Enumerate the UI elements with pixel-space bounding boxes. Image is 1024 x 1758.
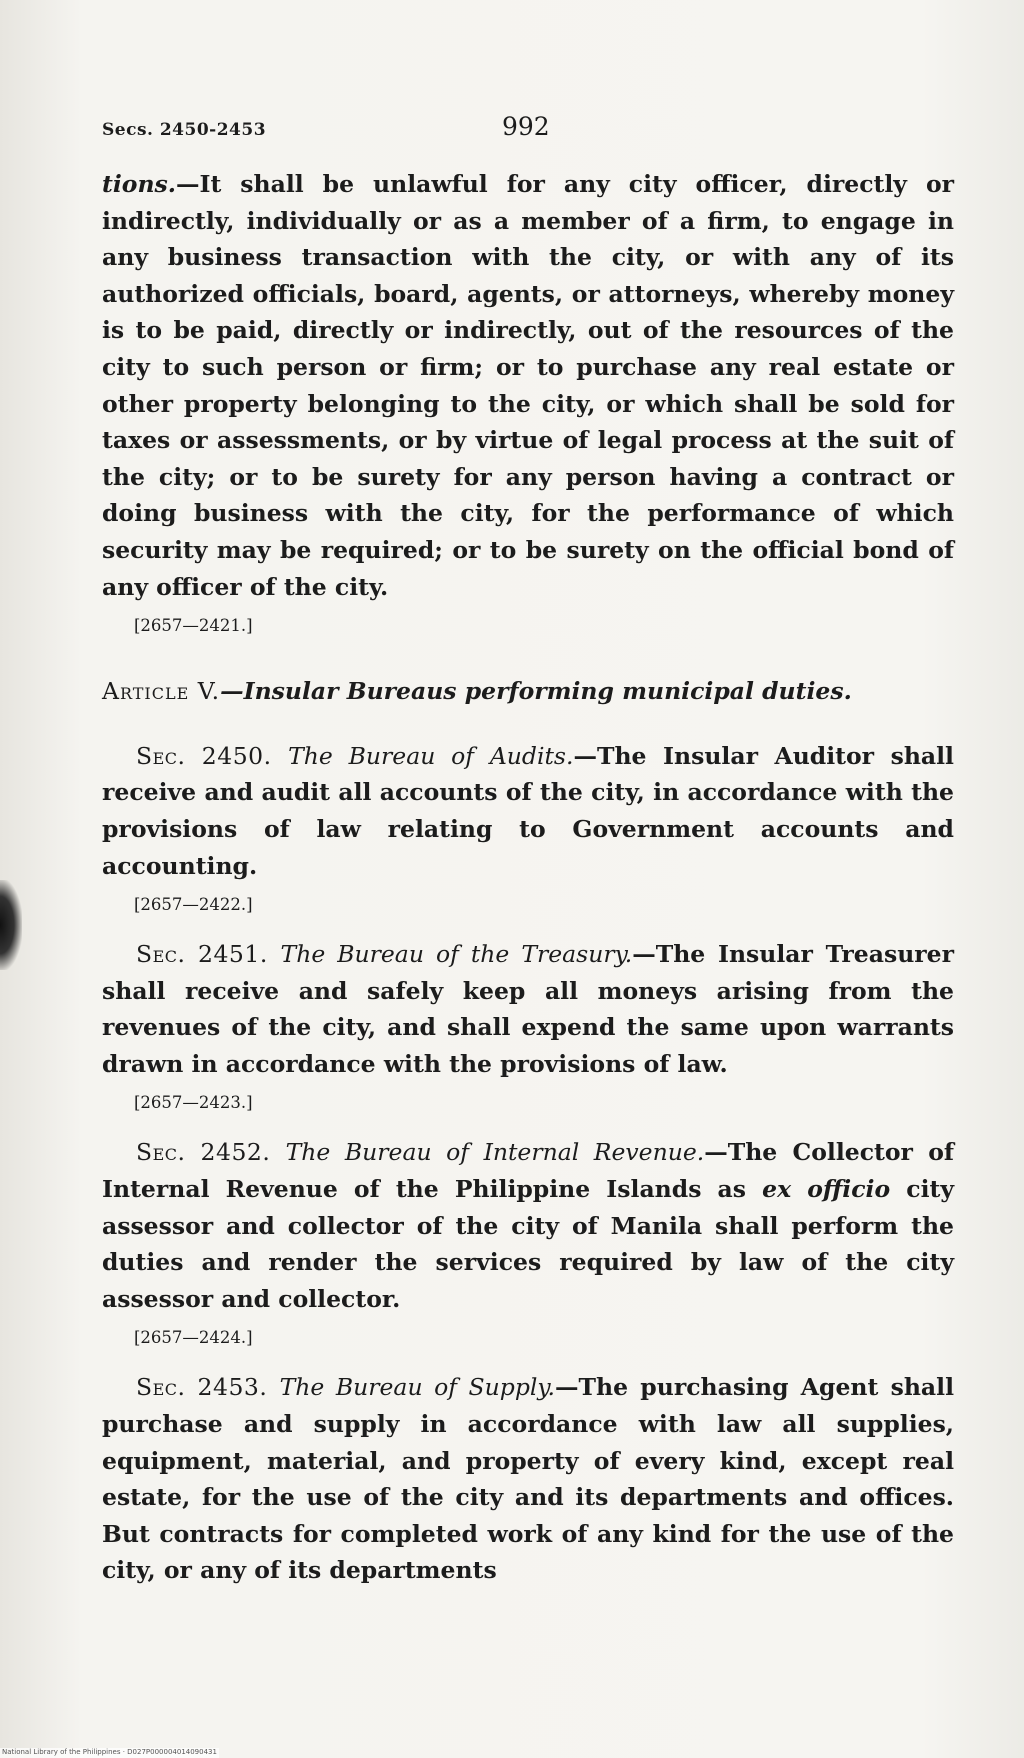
section-2453-label: Sec. 2453. [136, 1373, 268, 1402]
library-stamp: National Library of the Philippines · D027P000004014090431 [2, 1748, 217, 1756]
article-heading [102, 673, 954, 710]
section-2452-title: The Bureau of Internal Revenue. [285, 1138, 705, 1167]
section-2451-label: Sec. 2451. [136, 940, 268, 969]
section-2451 [102, 936, 954, 1082]
section-2452-text-a: —The Collector of Internal Revenue of the Philippine Islands as [102, 1138, 954, 1204]
section-2452-text-b: city assessor and collector of the city of Manila shall perform the duties and render the services required by law of the city assessor and collector. [102, 1175, 955, 1313]
section-range: Secs. 2450-2453 [102, 120, 267, 140]
citation-2424: [2657—2424.] [134, 1328, 253, 1348]
section-2453-title: The Bureau of Supply. [279, 1373, 556, 1402]
section-2453-text: —The purchasing Agent shall purchase and supply in accordance with law all supplies, equipment, material, and property of every kind, except real estate, for the use of the city and its departments and offices. But contracts for completed work of any kind for the use of the city, or any of its departments [102, 1373, 955, 1585]
body-text [102, 166, 954, 1589]
section-2450-text: —The Insular Auditor shall receive and audit all accounts of the city, in accordance with the provisions of law relating to Government accounts and accounting. [102, 741, 954, 880]
page-number: 992 [502, 112, 550, 141]
article-title: —Insular Bureaus performing municipal duties. [220, 677, 852, 706]
section-2451-text: —The Insular Treasurer shall receive and safely keep all moneys arising from the revenues of the city, and shall expend the same upon warrants drawn in accordance with the provisions of law. [102, 940, 954, 1078]
section-2450 [102, 738, 954, 884]
section-2452-ex-officio: ex officio [762, 1175, 891, 1204]
section-2453 [102, 1369, 954, 1589]
section-2452 [102, 1134, 954, 1317]
running-head [102, 112, 962, 146]
intro-paragraph [102, 166, 954, 605]
section-2450-title: The Bureau of Audits. [288, 741, 574, 770]
binding-shadow [0, 880, 22, 970]
section-2452-label: Sec. 2452. [136, 1138, 271, 1167]
citation-2421: [2657—2421.] [134, 616, 253, 636]
intro-title: tions. [102, 170, 176, 198]
section-2451-title: The Bureau of the Treasury. [280, 940, 633, 969]
citation-2423: [2657—2423.] [134, 1093, 253, 1113]
citation-2422: [2657—2422.] [134, 895, 253, 915]
section-2450-label: Sec. 2450. [136, 741, 272, 770]
intro-text: —It shall be unlawful for any city officer, directly or indirectly, individually or as a member of a firm, to engage in any business transaction with the city, or with any of its authorized officials, board, agents, or attorneys, whereby money is to be paid, directly or indirectly, out of the resources of the city to such person or firm; or to purchase any real estate or other property belonging to the city, or which shall be sold for taxes or assessments, or by virtue of legal process at the suit of the city; or to be surety for any person having a contract or doing business with the city, for the performance of which security may be required; or to be surety on the official bond of any officer of the city. [102, 170, 954, 601]
article-label: Article V. [102, 677, 221, 706]
